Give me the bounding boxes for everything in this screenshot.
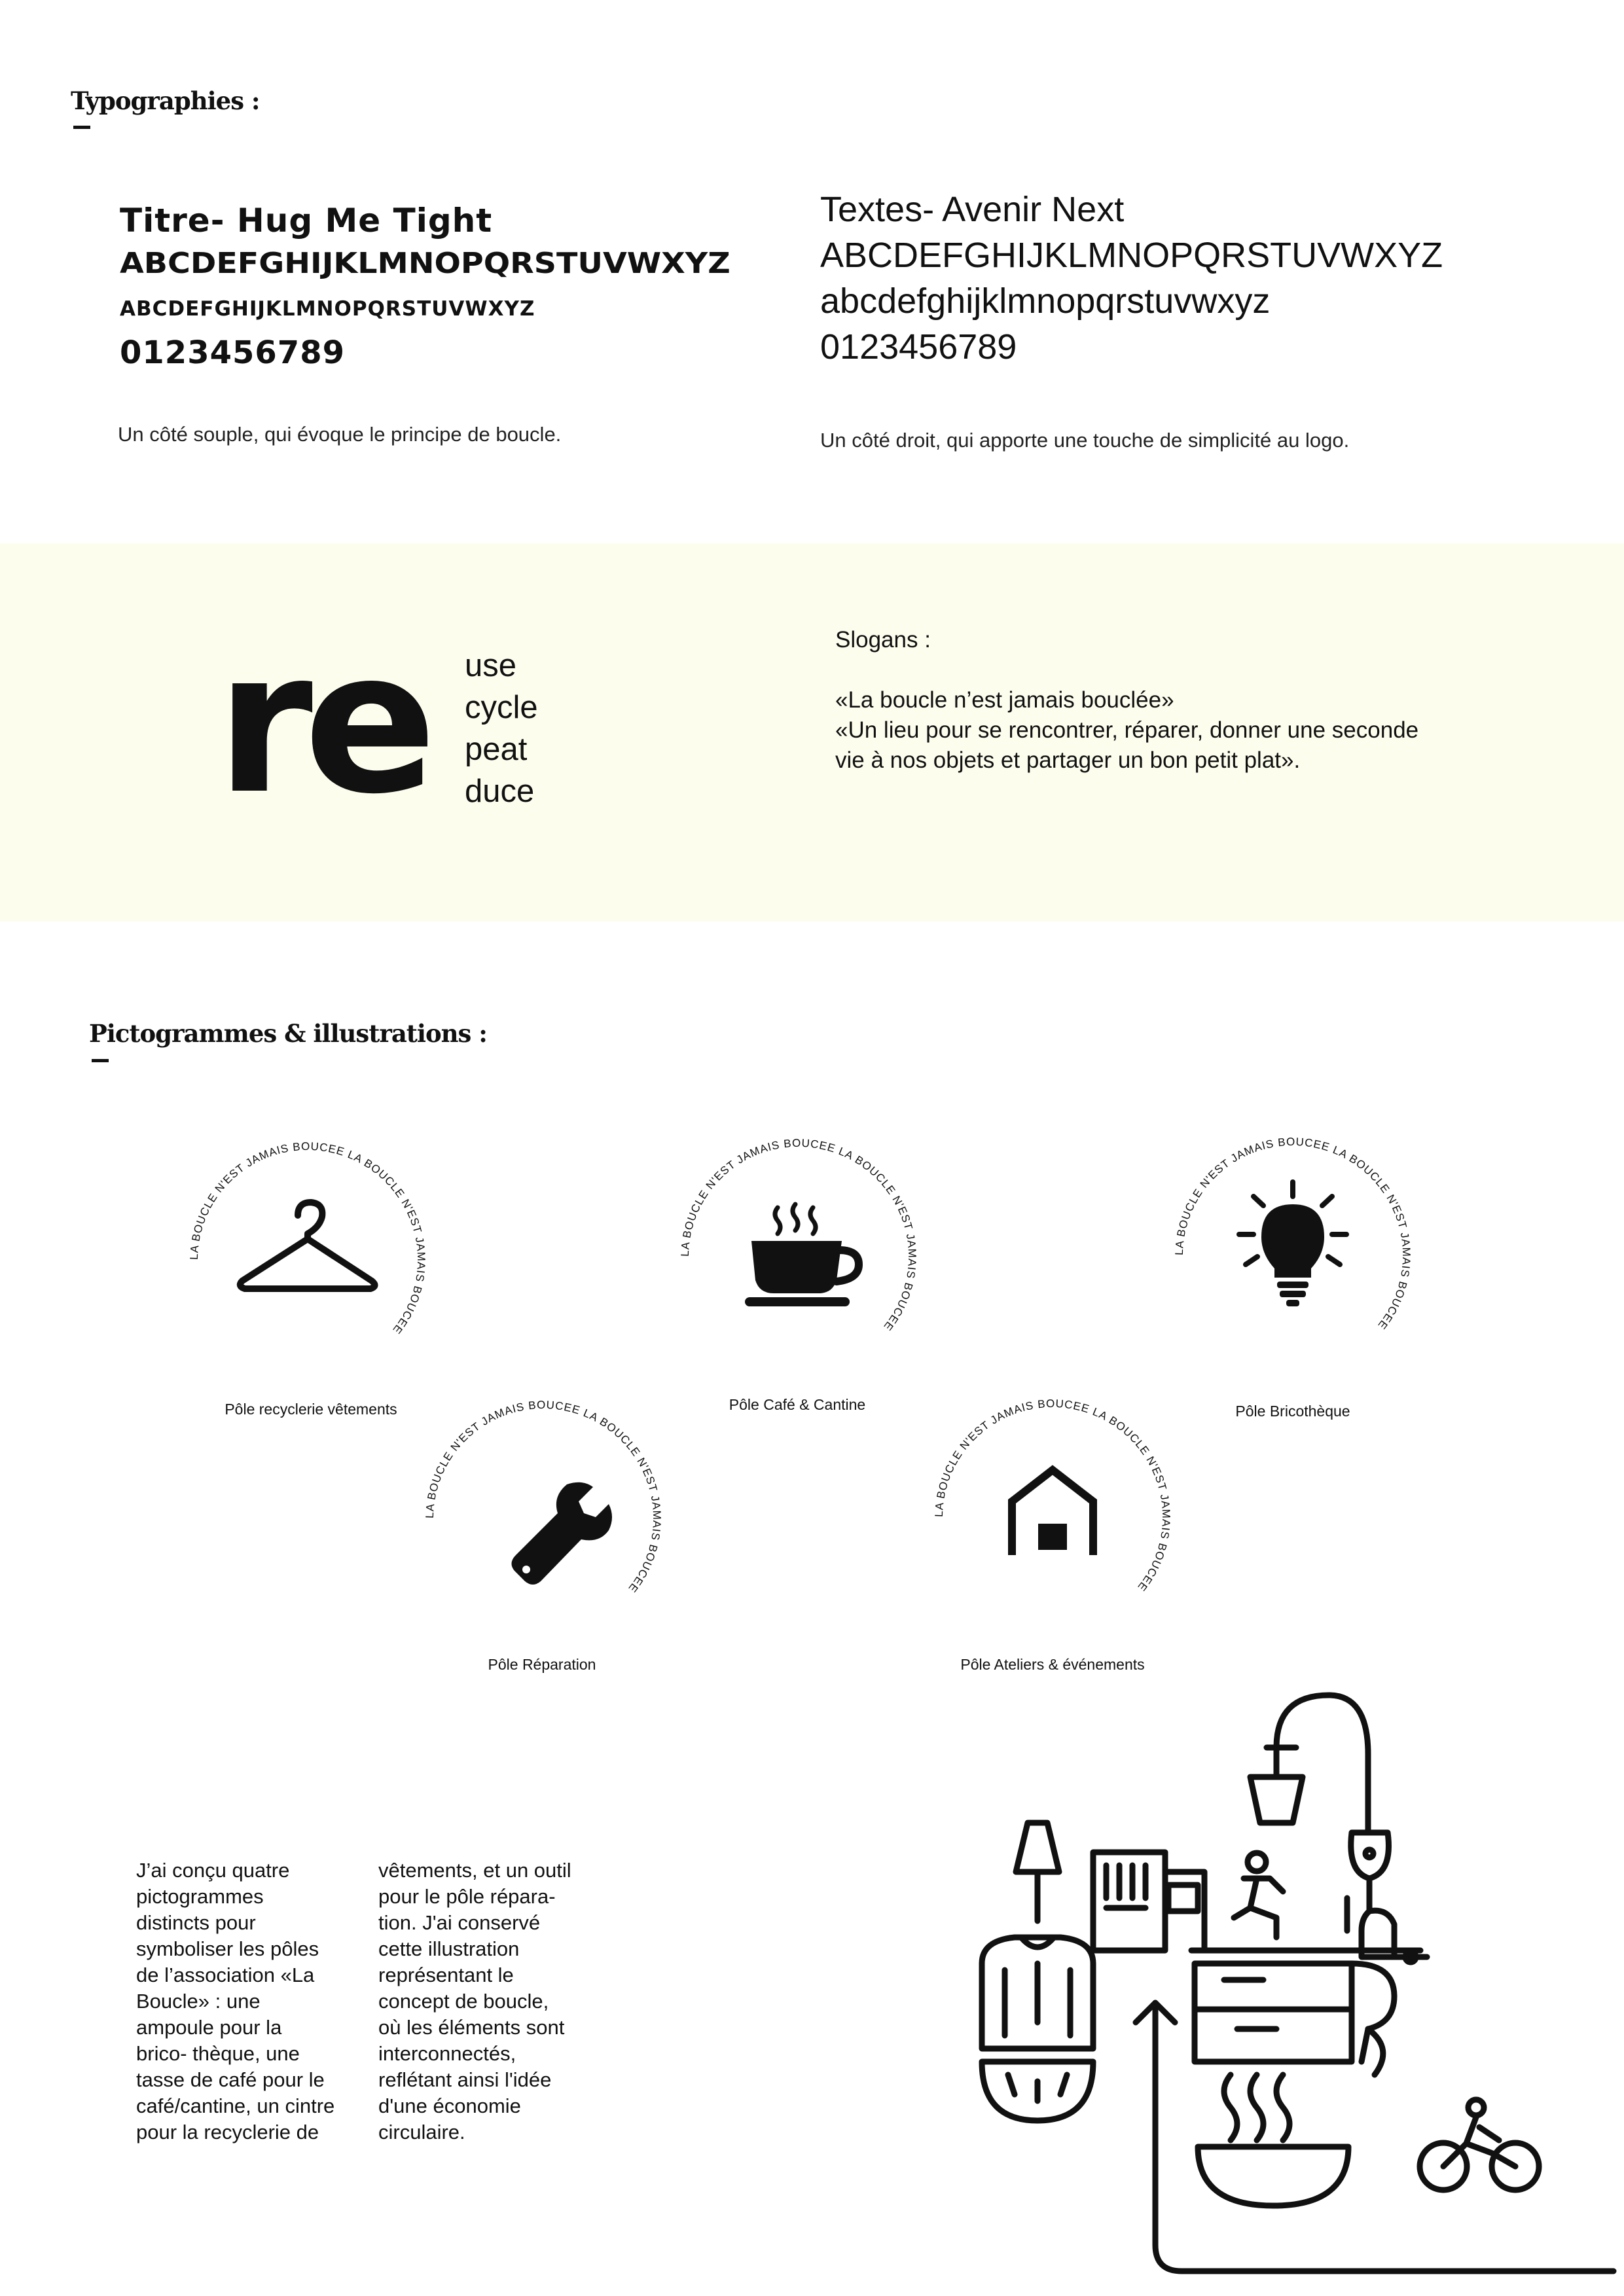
svg-text:LA BOUCLE N'EST JAMAIS BOUCEE (933, 1397, 1172, 1594)
title-font-uppercase-small: ABCDEFGHIJKLMNOPQRSTUVWXYZ (120, 297, 535, 321)
re-suffix-use: use (465, 648, 517, 683)
text-font-lowercase: abcdefghijklmnopqrstuvwxyz (820, 281, 1271, 321)
ring-text-circle (177, 1129, 439, 1391)
ring-text-circle (1162, 1124, 1424, 1386)
hanging-lamp-icon (1250, 1695, 1368, 1833)
re-logo (216, 609, 428, 837)
title-font-caption: Un côté souple, qui évoque le principe de boucle. (118, 423, 562, 446)
title-font-name: Titre- Hug Me Tight (120, 202, 493, 240)
re-suffix-peat: peat (465, 732, 528, 767)
house-icon (1012, 1470, 1093, 1555)
re-suffix-cycle: cycle (465, 690, 538, 725)
re-suffix-list (465, 645, 538, 812)
ring-text: LA BOUCLE N'EST JAMAIS BOUCEE LA BOUCLE N'EST JAMAIS BOUCEE (1172, 1135, 1413, 1332)
text-font-uppercase: ABCDEFGHIJKLMNOPQRSTUVWXYZ (820, 236, 1443, 275)
ring-text-circle (922, 1386, 1183, 1648)
pictogram-label-ateliers: Pôle Ateliers & événements (960, 1656, 1145, 1673)
pictogram-bricotheque (1162, 1124, 1424, 1386)
pictogram-label-cafe: Pôle Café & Cantine (729, 1396, 866, 1413)
re-suffix-duce: duce (465, 774, 535, 809)
section-title-underline (92, 1059, 109, 1062)
typography-section-title: Typographies : (71, 86, 260, 115)
loop-arrow-icon (1136, 2003, 1614, 2271)
wrench-icon (511, 1482, 612, 1585)
wine-glass-icon (1351, 1833, 1389, 1911)
section-title-underline (73, 126, 90, 129)
description-column-2: vêtements, et un outil pour le pôle répara- tion. J'ai conservé cette illustration représentant le concept de boucle, où les éléments sont interconnectés, reflétant ainsi l'idée d'une économie circulaire. (378, 1859, 571, 2144)
title-font-digits: 0123456789 (120, 334, 345, 371)
building-icon (1093, 1852, 1204, 1950)
cyclist-icon (1420, 2100, 1539, 2190)
title-font-specimen (120, 200, 731, 374)
floor-lamp-icon (1016, 1823, 1059, 1921)
ring-text: LA BOUCLE N'EST JAMAIS BOUCEE LA BOUCLE N'EST JAMAIS BOUCEE (678, 1136, 919, 1333)
pictogram-label-bricotheque: Pôle Bricothèque (1235, 1403, 1350, 1420)
desk-icon (1191, 1950, 1420, 2075)
hanger-icon (240, 1202, 375, 1289)
slogans-heading: Slogans : (835, 627, 931, 653)
ring-text: LA BOUCLE N'EST JAMAIS BOUCEE LA BOUCLE N'EST JAMAIS BOUCEE (423, 1398, 664, 1595)
pictogram-recyclerie (177, 1129, 439, 1391)
pictogram-cafe (668, 1126, 929, 1388)
runner-icon (1234, 1853, 1283, 1937)
slogan-2: «Un lieu pour se rencontrer, réparer, donner une seconde vie à nos objets et partager un bon petit plat». (835, 717, 1419, 773)
ring-text: LA BOUCLE N'EST JAMAIS BOUCEE LA BOUCLE N'EST JAMAIS BOUCEE (187, 1139, 428, 1336)
loop-illustration (969, 1682, 1623, 2284)
coffee-cup-icon (745, 1204, 859, 1306)
pictogram-ateliers (922, 1386, 1183, 1648)
pictogram-reparation (412, 1388, 674, 1649)
pictograms-section-title: Pictogrammes & illustrations : (89, 1019, 487, 1048)
noodle-bowl-icon (1198, 2075, 1348, 2206)
slogans-block (835, 625, 1424, 776)
text-font-name: Textes- Avenir Next (820, 190, 1125, 229)
title-font-uppercase: ABCDEFGHIJKLMNOPQRSTUVWXYZ (120, 247, 731, 280)
re-prefix: re (216, 609, 428, 837)
description-column-1: J’ai conçu quatre pictogrammes distincts pour symboliser les pôles de l’association «La Boucle» : une ampoule pour la brico- thèque, une tasse de café pour le café/cantine, un cintre pour la recyclerie de (136, 1859, 335, 2144)
sweater-icon (982, 1937, 1093, 2049)
ring-text: LA BOUCLE N'EST JAMAIS BOUCEE LA BOUCLE N'EST JAMAIS BOUCEE (932, 1397, 1173, 1594)
ring-text-circle (412, 1388, 674, 1649)
lightbulb-icon (1239, 1182, 1346, 1306)
watermelon-icon (982, 2062, 1093, 2121)
text-font-digits: 0123456789 (820, 327, 1017, 367)
text-font-caption: Un côté droit, qui apporte une touche de simplicité au logo. (820, 429, 1350, 452)
text-font-specimen (820, 187, 1443, 370)
ring-text-circle (668, 1126, 929, 1388)
slogan-1: «La boucle n’est jamais bouclée» (835, 687, 1174, 713)
pictogram-label-reparation: Pôle Réparation (488, 1656, 596, 1673)
pictogram-label-recyclerie: Pôle recyclerie vêtements (225, 1401, 397, 1418)
